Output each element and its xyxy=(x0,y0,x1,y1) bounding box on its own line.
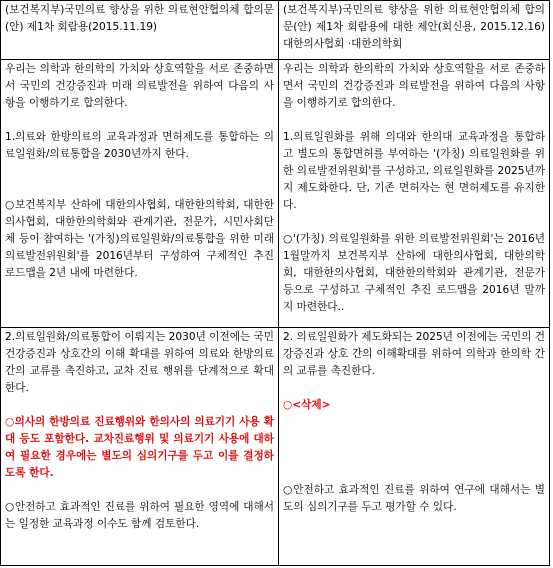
left-row1-cell xyxy=(1,59,279,328)
right-intro-text: 우리는 의학과 한의학의 가치와 상호역할을 서로 존중하면서 국민의 건강증진과 의료발전을 위하여 다음의 사항을 이행하기로 합의한다. xyxy=(283,62,545,109)
right-item2-sub-text: ○안전하고 효과적인 진료를 위하여 연구에 대해서는 별도의 심의기구를 두고 평가할 수 있다. xyxy=(283,484,545,514)
left-item2-text: 2.의료일원화/의료통합이 이뤄지는 2030년 이전에는 국민건강증진과 상호간의 이해 확대를 위하여 의료와 한방의료 간의 교류를 촉진하고, 교차 진료 행위를 단계적으로 확대한다. xyxy=(5,331,275,395)
left-item1-text: 1.의료와 한방의료의 교육과정과 면허제도를 통합하는 의료일원화/의료통합을 2030년까지 한다. xyxy=(5,130,274,160)
right-header-text: (보건복지부)국민의료 향상을 위한 의료현안협의체 합의문(안) 제1차 회람용에 대한 제안(회신용, 2015.12.16) 대한의사협회 ·대한의학회 xyxy=(283,4,545,50)
spacer xyxy=(283,448,545,465)
left-row2-cell xyxy=(1,328,279,566)
left-item2-highlight-text: ○의사의 한방의료 진료행위와 한의사의 의료기기 사용 확대 등도 포함한다. 교차진료행위 및 의료기기 사용에 대하여 필요한 경우에는 별도의 심의기구를 두고 이를 결정하도록 한다. xyxy=(5,416,274,480)
left-item1-sub-text: ○보건복지부 산하에 대한의사협회, 대한한의학회, 대한한의사협회, 대한한의학회와 관계기관, 전문가, 시민사회단체 등이 참여하는 '(가칭)의료일원화/의료통합을 위한 미래의료발전위원회'를 2016년부터 구성하여 구체적인 추진 로드맵을 2년 내에 마련한다. xyxy=(5,198,274,279)
spacer xyxy=(283,214,545,231)
spacer xyxy=(5,163,274,180)
agreement-row-1 xyxy=(1,59,550,328)
left-item2-sub-text: ○안전하고 효과적인 진료를 위하여 필요한 영역에 대해서는 일정한 교육과정 이수도 함께 검토한다. xyxy=(5,501,274,531)
right-row1-cell xyxy=(279,59,550,328)
agreement-row-2 xyxy=(1,328,550,566)
right-item1-text: 1.의료일원화를 위해 의대와 한의대 교육과정을 통합하고 별도의 통합면허를 부여하는 '(가칭) 의료일원화를 위한 의료발전위원회'를 구성하고, 의료일원화를 2025년까지 제도화한다. 단, 기존 면허자는 현 면허제도를 유지한다. xyxy=(283,130,545,211)
header-row xyxy=(1,1,550,60)
spacer xyxy=(283,112,545,129)
left-intro-text: 우리는 의학과 한의학의 가치와 상호역할을 서로 존중하면서 국민의 건강증진과 미래 의료발전을 위하여 다음의 사항을 이행하기로 합의한다. xyxy=(5,62,274,109)
right-item2-deleted-text: ○<삭제> xyxy=(283,399,331,412)
spacer xyxy=(5,397,274,414)
spacer xyxy=(283,465,545,482)
left-header-cell xyxy=(1,1,279,60)
spacer xyxy=(283,431,545,448)
spacer xyxy=(283,414,545,431)
right-header-cell xyxy=(279,1,550,60)
spacer xyxy=(5,112,274,129)
spacer xyxy=(5,482,274,499)
right-item1-sub-text: ○'(가칭) 의료일원화를 위한 의료발전위원회'는 2016년 1월말까지 보건복지부 산하에 대한의사협회, 대한의학회, 대한한의사협회, 대한한의학회와 관계기관, 전문가 등으로 구성하고 구체적인 추진 로드맵을 2016년 말까지 마련한다.. xyxy=(283,232,545,313)
spacer xyxy=(5,180,274,197)
right-item2-text: 2. 의료일원화가 제도화되는 2025년 이전에는 국민의 건강증진과 상호 간의 이해확대를 위하여 의학과 한의학 간의 교류를 촉진한다. xyxy=(283,331,545,378)
right-row2-cell xyxy=(279,328,550,566)
spacer xyxy=(283,380,545,397)
left-header-text: (보건복지부)국민의료 향상을 위한 의료현안협의체 합의문(안) 제1차 회람용(2015.11.19) xyxy=(5,4,274,33)
